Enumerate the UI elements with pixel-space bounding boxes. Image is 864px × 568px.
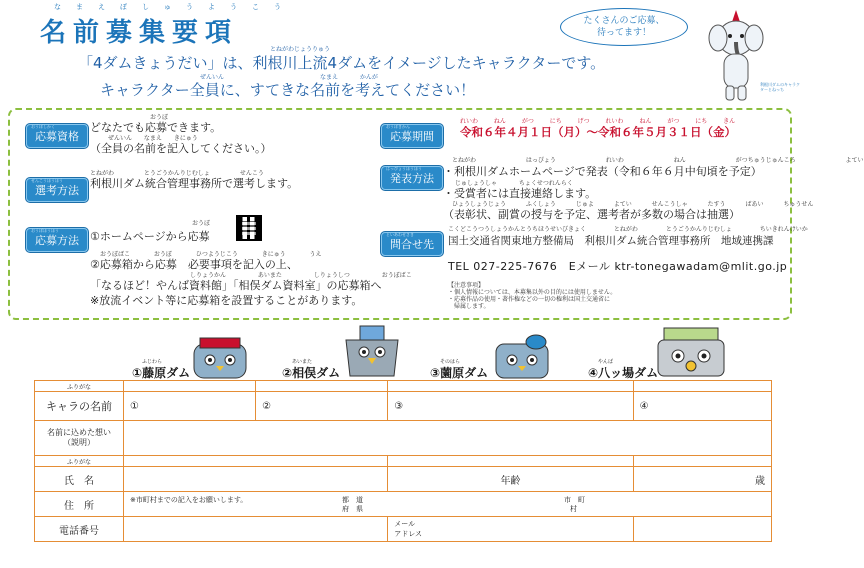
entry-form (34, 380, 772, 542)
furigana-cell-2[interactable] (256, 381, 388, 392)
announce-ruby-1: とねがわ はっぴょう れいわ ねん がつちゅうじゅんころ よてい (452, 157, 864, 164)
intro-ruby-1: とねがわじょうりゅう (270, 46, 331, 53)
intro-ruby-2a: ぜんいん (200, 74, 225, 81)
period-ruby: れいわ ねん がつ にち げつ れいわ ねん がつ にち きん (460, 118, 736, 125)
bubble-line-1: たくさんのご応募、 (583, 16, 665, 26)
phone-field[interactable] (124, 517, 388, 542)
tag-eligibility: おうぼしかく 応募資格 (26, 124, 88, 148)
age-field[interactable]: 歳 (633, 467, 771, 492)
note-3: 帰属します。 (448, 303, 490, 310)
method-line-1: ①ホームページから応募 (90, 230, 210, 243)
eligibility-ruby-1: おうぼ (150, 114, 169, 121)
chara-name-field-1[interactable]: ① (124, 392, 256, 421)
name-label: 氏 名 (35, 467, 124, 492)
notes-title: 【注意事項】 (448, 282, 485, 289)
aimata-dam-character-icon (342, 322, 402, 380)
name-field[interactable] (124, 467, 388, 492)
chara-name-field-3[interactable]: ③ (388, 392, 633, 421)
eligibility-line-2: （全員の名前を記入してください。） (90, 142, 272, 155)
tag-contact: といあわせさき 問合せ先 (381, 232, 443, 256)
method-ruby-3: しりょうかん あいまた しりょうしつ おうぼばこ (190, 272, 412, 279)
yamba-dam-character-icon (654, 326, 728, 380)
intro-line-1: 「4ダムきょうだい」は、利根川上流4ダムをイメージしたキャラクターです。 (78, 54, 606, 72)
announce-line-3: （表彰状、副賞の授与を予定、選考者が多数の場合は抽選） (443, 208, 740, 221)
contact-ruby-1: こくどこうつうしょうかんとうちほうせいびきょく とねがわ とうごうかんりじむしょ ちいきれんけいか (448, 226, 808, 233)
selection-ruby: とねがわ とうごうかんりじむしょ せんこう (90, 170, 264, 177)
phone-label: 電話番号 (35, 517, 124, 542)
intro-line-2: キャラクター全員に、すてきな名前を考えてください！ (100, 81, 476, 99)
mascot-elephant-icon (700, 8, 775, 108)
eligibility-ruby-2: ぜんいん なまえ きにゅう (108, 135, 198, 142)
method-ruby-2: おうぼばこ おうぼ ひつようじこう きにゅう うえ (100, 251, 322, 258)
method-line-4: ※放流イベント等に応募箱を設置することがあります。 (90, 294, 363, 307)
chara-name-field-2[interactable]: ② (256, 392, 388, 421)
note-1: ・個人情報については、本募集以外の目的には使用しません。 (448, 289, 617, 296)
meaning-field[interactable] (124, 421, 772, 456)
note-2: ・応募作品の使用・著作権などの一切の権利は国土交通省に (448, 296, 611, 303)
contact-line-2: TEL 027-225-7676 Eメール ktr-tonegawadam@mlit.go.jp (448, 260, 788, 273)
intro-ruby-2b: なまえ かんが (320, 74, 378, 81)
furigana-age-cell (388, 456, 633, 467)
mascot-caption: 利根川ダムのキャラクターとねっち (760, 82, 800, 92)
announce-line-2: ・受賞者には直接連絡します。 (443, 187, 597, 200)
announce-ruby-2: じゅしょうしゃ ちょくせつれんらく (455, 180, 573, 187)
character-label-2: あいまた ②相俣ダム (282, 359, 341, 380)
period-value: 令和６年４月１日（月）～令和６年５月３１日（金） (460, 125, 736, 139)
character-label-1: ふじわら ①藤原ダム (132, 359, 191, 380)
title-ruby: なまえぼしゅうようこう (54, 3, 296, 11)
character-label-4: やんば ④八ッ場ダム (588, 359, 659, 380)
meaning-label: 名前に込めた想い （説明） (35, 421, 124, 456)
qr-code[interactable] (236, 215, 262, 241)
chara-name-label: キャラの名前 (35, 392, 124, 421)
eligibility-line-1: どなたでも応募できます。 (90, 121, 222, 134)
furigana-name-cell[interactable] (124, 456, 388, 467)
email-label: メール アドレス (388, 517, 633, 542)
tag-period: おうぼきかん 応募期間 (381, 124, 443, 148)
speech-bubble (560, 8, 688, 46)
age-label: 年齢 (388, 467, 633, 492)
furigana-label-1: ふりがな (35, 381, 124, 392)
character-label-3: そのはら ③薗原ダム (430, 359, 489, 380)
furigana-cell-3[interactable] (388, 381, 633, 392)
chara-name-field-4[interactable]: ④ (633, 392, 771, 421)
furigana-cell-1[interactable] (124, 381, 256, 392)
email-field[interactable] (633, 517, 771, 542)
fujiwara-dam-character-icon (190, 336, 250, 380)
announce-ruby-3: ひょうしょうじょう ふくしょう じゅよ よてい せんこうしゃ たすう ばあい ちゅうせん (452, 201, 814, 208)
method-line-3: 「なるほど！やんば資料館」「相俣ダム資料室」の応募箱へ (90, 279, 382, 292)
method-line-2: ②応募箱から応募 必要事項を記入の上、 (90, 258, 298, 271)
method-ruby-1: おうぼ (192, 220, 211, 227)
furigana-label-2: ふりがな (35, 456, 124, 467)
contact-line-1: 国土交通省関東地方整備局 利根川ダム統合管理事務所 地域連携課 (448, 235, 774, 247)
page-title: 名前募集要項 (40, 18, 239, 48)
tag-method: おうぼほうほう 応募方法 (26, 228, 88, 252)
furigana-age-unit-cell (633, 456, 771, 467)
tag-selection: せんこうほうほう 選考方法 (26, 178, 88, 202)
sonohara-dam-character-icon (492, 332, 552, 380)
announce-line-1: ・利根川ダムホームページで発表（令和６年６月中旬頃を予定） (443, 165, 762, 178)
address-label: 住 所 (35, 492, 124, 517)
address-field[interactable]: ※市町村までの記入をお願いします。 都 道 府 県 市 町 村 (124, 492, 772, 517)
bubble-line-2: 待ってます！ (596, 28, 651, 38)
furigana-cell-4[interactable] (633, 381, 771, 392)
selection-line-1: 利根川ダム統合管理事務所で選考します。 (90, 177, 299, 190)
tag-announce: はっぴょうほうほう 発表方法 (381, 166, 443, 190)
